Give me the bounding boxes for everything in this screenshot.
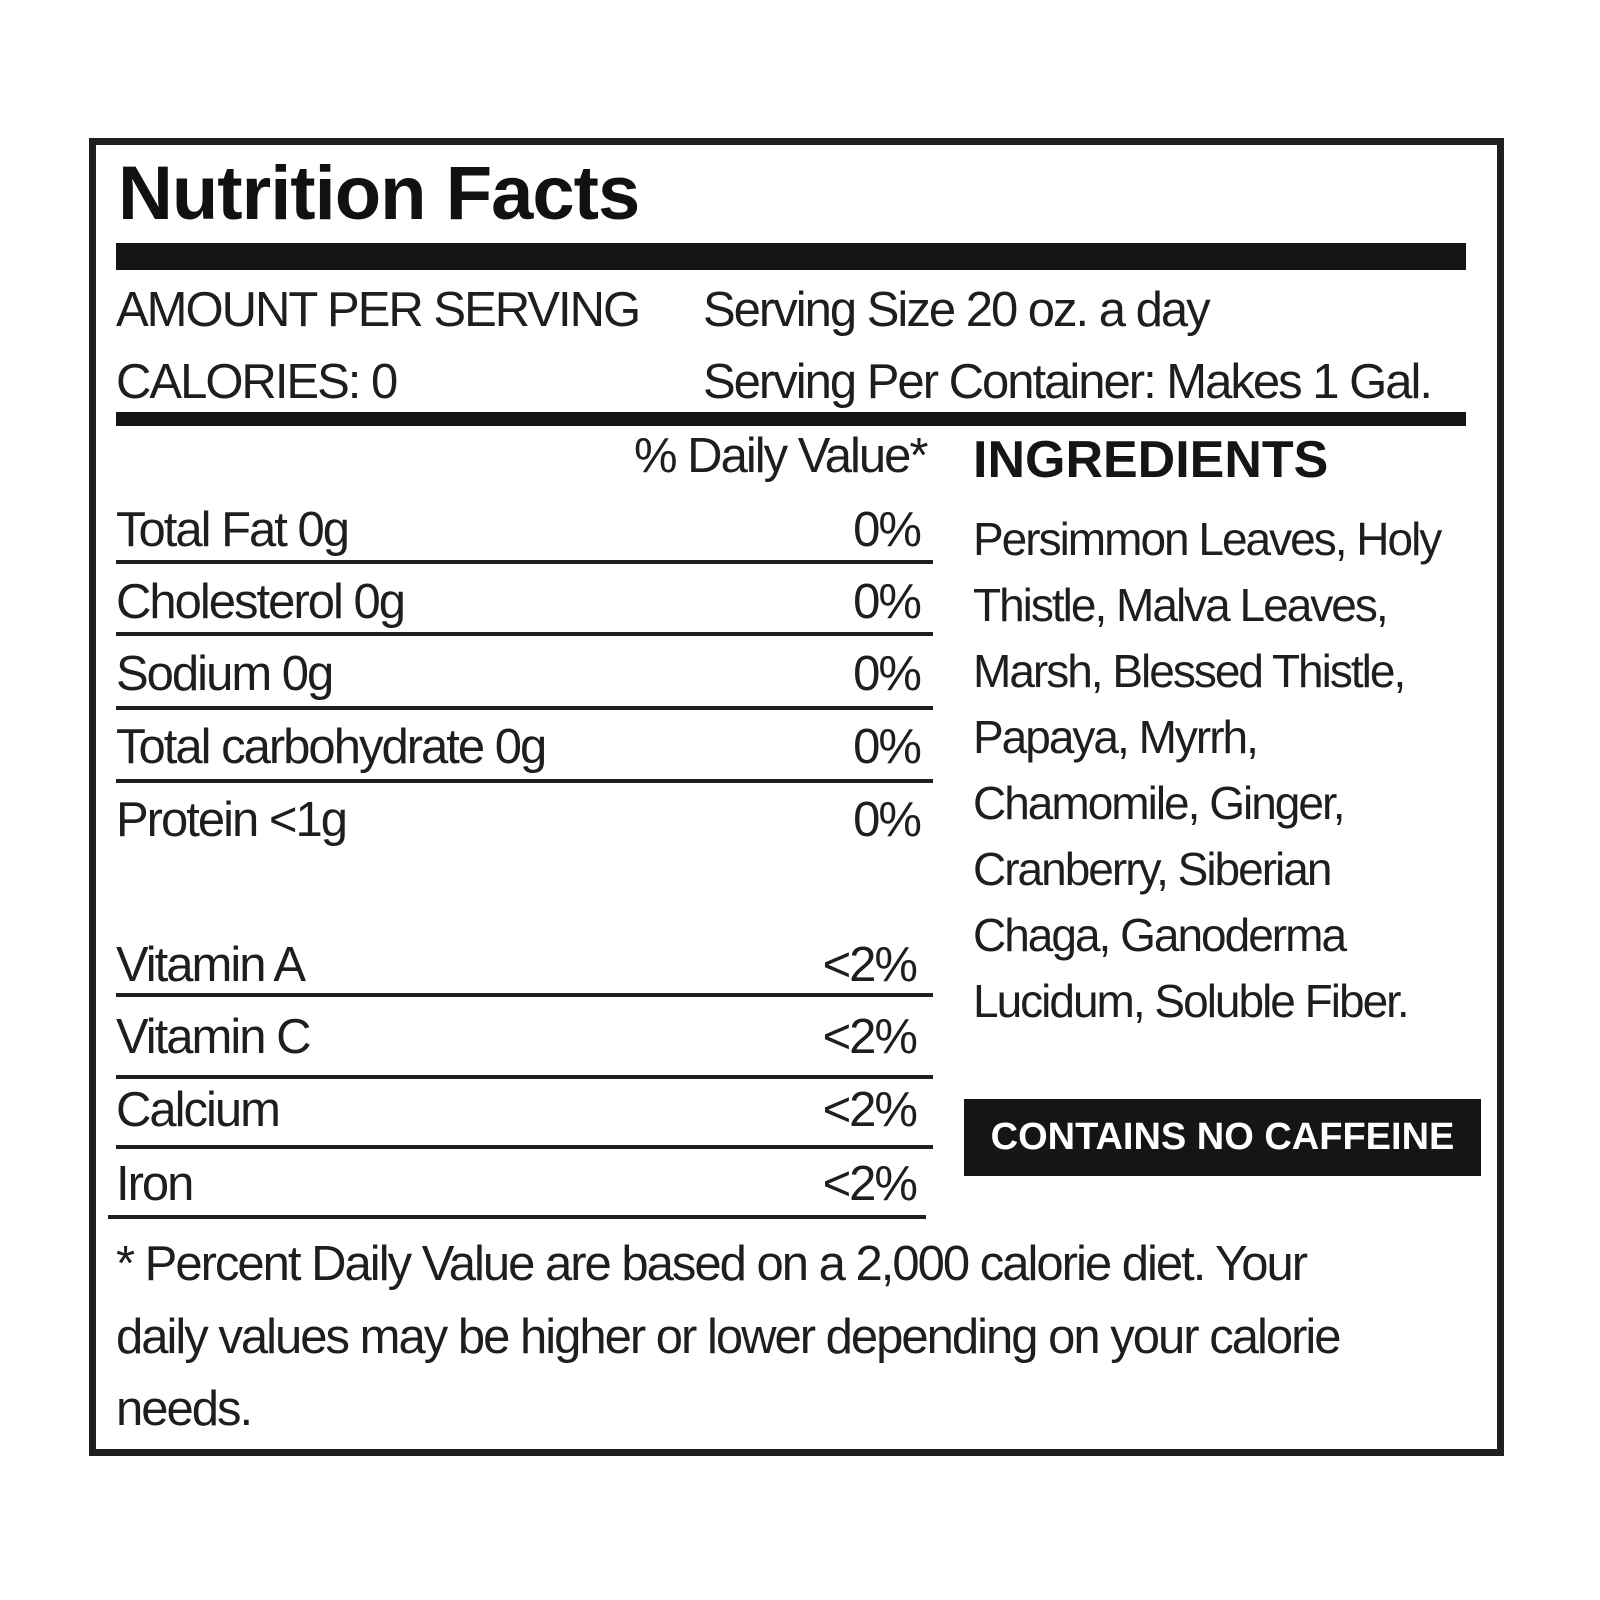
nutrient-name: Protein <1g — [116, 793, 346, 847]
nutrient-daily-value: 0% — [853, 793, 920, 847]
daily-value-header: % Daily Value* — [634, 429, 927, 483]
footnote-line: * Percent Daily Value are based on a 2,000 calorie diet. Your — [116, 1237, 1307, 1291]
nutrient-name: Cholesterol 0g — [116, 575, 404, 629]
row-divider — [116, 1075, 933, 1079]
vitamin-name: Vitamin A — [116, 938, 305, 992]
row-divider — [116, 560, 933, 564]
ingredients-line: Papaya, Myrrh, — [973, 711, 1257, 763]
ingredients-line: Chamomile, Ginger, — [973, 777, 1344, 829]
nutrient-name: Total Fat 0g — [116, 503, 349, 557]
row-divider — [116, 632, 933, 636]
row-divider — [116, 1145, 933, 1149]
nutrient-daily-value: 0% — [853, 720, 920, 774]
row-divider — [116, 993, 933, 997]
nutrient-daily-value: 0% — [853, 575, 920, 629]
footnote-line: daily values may be higher or lower depending on your calorie — [116, 1310, 1340, 1364]
vitamin-name: Iron — [116, 1157, 193, 1211]
thick-divider-top — [116, 243, 1466, 270]
label-title: Nutrition Facts — [118, 151, 640, 236]
vitamin-daily-value: <2% — [822, 1010, 916, 1064]
caffeine-free-badge: CONTAINS NO CAFFEINE — [964, 1099, 1481, 1176]
nutrient-daily-value: 0% — [853, 503, 920, 557]
row-divider — [116, 706, 933, 710]
vitamin-name: Vitamin C — [116, 1010, 310, 1064]
thick-divider-middle — [116, 412, 1466, 426]
amount-per-serving: AMOUNT PER SERVING — [116, 283, 640, 337]
servings-per-container: Serving Per Container: Makes 1 Gal. — [703, 355, 1431, 409]
serving-size: Serving Size 20 oz. a day — [703, 283, 1209, 337]
ingredients-line: Chaga, Ganoderma — [973, 909, 1346, 961]
vitamin-daily-value: <2% — [822, 1083, 916, 1137]
nutrient-name: Sodium 0g — [116, 647, 333, 701]
nutrient-name: Total carbohydrate 0g — [116, 720, 546, 774]
calories: CALORIES: 0 — [116, 355, 397, 409]
ingredients-line: Persimmon Leaves, Holy — [973, 513, 1441, 565]
nutrient-daily-value: 0% — [853, 647, 920, 701]
vitamin-daily-value: <2% — [822, 938, 916, 992]
ingredients-line: Lucidum, Soluble Fiber. — [973, 975, 1408, 1027]
ingredients-heading: INGREDIENTS — [973, 431, 1329, 489]
ingredients-line: Cranberry, Siberian — [973, 843, 1331, 895]
ingredients-line: Marsh, Blessed Thistle, — [973, 645, 1405, 697]
footnote-line: needs. — [116, 1382, 252, 1436]
vitamin-daily-value: <2% — [822, 1157, 916, 1211]
vitamin-name: Calcium — [116, 1083, 279, 1137]
row-divider — [116, 779, 933, 783]
ingredients-line: Thistle, Malva Leaves, — [973, 579, 1387, 631]
row-divider — [108, 1215, 926, 1219]
